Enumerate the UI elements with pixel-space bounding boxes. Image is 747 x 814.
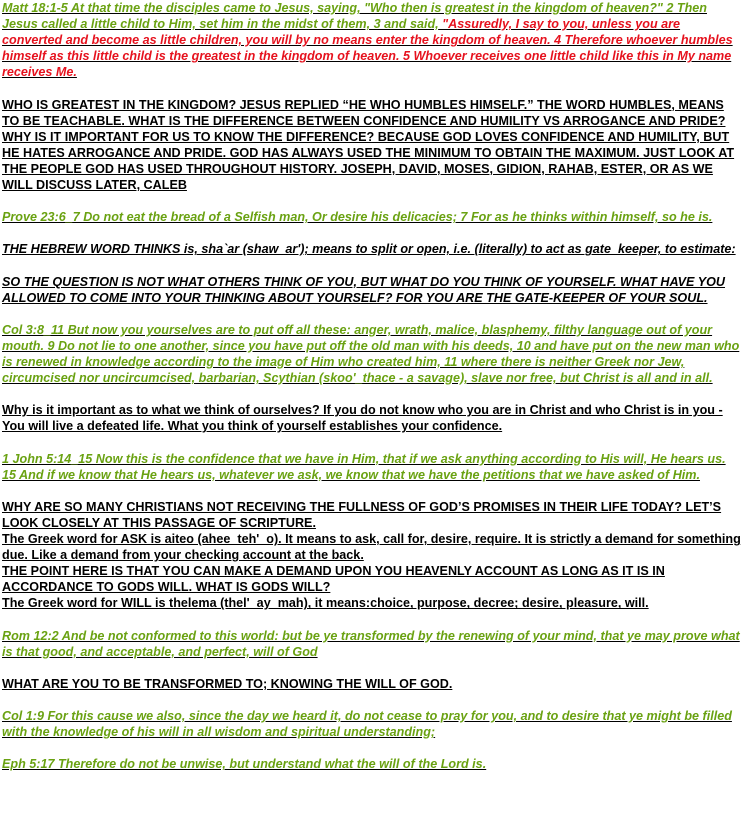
jesus-words-matt-18: "Assuredly, I say to you, unless you are converted and become as little children, you will by no means enter the kingdom of heaven. 4 Therefore whoever humbles himself as this little child is the greatest in the kingdom of heaven. 5 Whoever receives one little child like this in My name receives Me. [2, 17, 733, 80]
line-greek-ask: The Greek word for ASK is aiteo (ahee_teh'_o). It means to ask, call for, desire, require. It is strictly a demand for something due. Like a demand from your checking account at the back. [2, 532, 741, 563]
paragraph-what-we-think: Why is it important as to what we think of ourselves? If you do not know who you are in Christ and who Christ is in you - You will live a defeated life. What you think of yourself establishes your confidence. [2, 403, 723, 434]
paragraph-ask-and-will [2, 499, 743, 612]
scripture-matt-18: Matt 18:1-5 At that time the disciples came to Jesus, saying, "Who then is greatest in the kingdom of heaven?" 2 Then Jesus called a little child to Him, set him in the midst of them, 3 and said, [2, 1, 707, 32]
scripture-romans-12: Rom 12:2 And be not conformed to this world: but be ye transformed by the renewing of your mind, that ye may prove what is that good, and acceptable, and perfect, will of God [2, 628, 740, 659]
scripture-proverbs-23: Prove 23:6_7 Do not eat the bread of a Selfish man, Or desire his delicacies; 7 For as he thinks within himself, so he is. [2, 210, 713, 225]
scripture-ephesians-5: Eph 5:17 Therefore do not be unwise, but understand what the will of the Lord is. [2, 757, 487, 772]
line-fullness-promises: WHY ARE SO MANY CHRISTIANS NOT RECEIVING THE FULLNESS OF GOD’S PROMISES IN THEIR LIFE TODAY? LET’S LOOK CLOSELY AT THIS PASSAGE OF SCRIPTURE. [2, 499, 722, 530]
paragraph-hebrew-thinks: THE HEBREW WORD THINKS is, sha`ar (shaw_ar'); means to split or open, i.e. (literally) to act as gate_keeper, to estimate: [2, 242, 736, 257]
paragraph-greatest-in-kingdom: WHO IS GREATEST IN THE KINGDOM? JESUS REPLIED “HE WHO HUMBLES HIMSELF.” THE WORD HUMBLES, MEANS TO BE TEACHABLE. WHAT IS THE DIFFERENCE BETWEEN CONFIDENCE AND HUMILITY VS ARROGANCE AND PRIDE? WHY IS IT IMPORTANT FOR US TO KNOW THE DIFFERENCE? BECAUSE GOD LOVES CONFIDENCE AND HUMILITY, BUT HE HATES ARROGANCE AND PRIDE. GOD HAS ALWAYS USED THE MINIMUM TO OBTAIN THE MAXIMUM. JUST LOOK AT THE PEOPLE GOD HAS USED THROUGHOUT HISTORY. JOSEPH, DAVID, MOSES, GIDION, RAHAB, ESTER, OR AS WE WILL DISCUSS LATER, CALEB [2, 97, 735, 193]
scripture-1-john-5: 1 John 5:14_15 Now this is the confidence that we have in Him, that if we ask anything according to His will, He hears us. 15 And if we know that He hears us, whatever we ask, we know that we have the petitions that we have asked of Him. [2, 451, 726, 482]
line-heavenly-account: THE POINT HERE IS THAT YOU CAN MAKE A DEMAND UPON YOU HEAVENLY ACCOUNT AS LONG AS IT IS IN ACCORDANCE TO GODS WILL. WHAT IS GODS WILL? [2, 564, 665, 595]
scripture-colossians-3: Col 3:8_11 But now you yourselves are to put off all these: anger, wrath, malice, blasphemy, filthy language out of your mouth. 9 Do not lie to one another, since you have put off the old man with his deeds, 10 and have put on the new man who is renewed in knowledge according to the image of Him who created him, 11 where there is neither Greek nor Jew, circumcised nor uncircumcised, barbarian, Scythian (skoo'_thace - a savage), slave nor free, but Christ is all and in all. [2, 322, 740, 386]
paragraph-matt-18 [2, 0, 743, 80]
paragraph-transformed: WHAT ARE YOU TO BE TRANSFORMED TO; KNOWING THE WILL OF GOD. [2, 676, 453, 691]
line-greek-will: The Greek word for WILL is thelema (thel'_ay_mah), it means:choice, purpose, decree; desire, pleasure, will. [2, 596, 649, 611]
paragraph-gate-keeper: SO THE QUESTION IS NOT WHAT OTHERS THINK OF YOU, BUT WHAT DO YOU THINK OF YOURSELF. WHAT HAVE YOU ALLOWED TO COME INTO YOUR THINKING ABOUT YOURSELF? FOR YOU ARE THE GATE-KEEPER OF YOUR SOUL. [2, 274, 725, 305]
scripture-colossians-1: Col 1:9 For this cause we also, since the day we heard it, do not cease to pray for you, and to desire that ye might be filled with the knowledge of his will in all wisdom and spiritual understanding; [2, 709, 732, 740]
